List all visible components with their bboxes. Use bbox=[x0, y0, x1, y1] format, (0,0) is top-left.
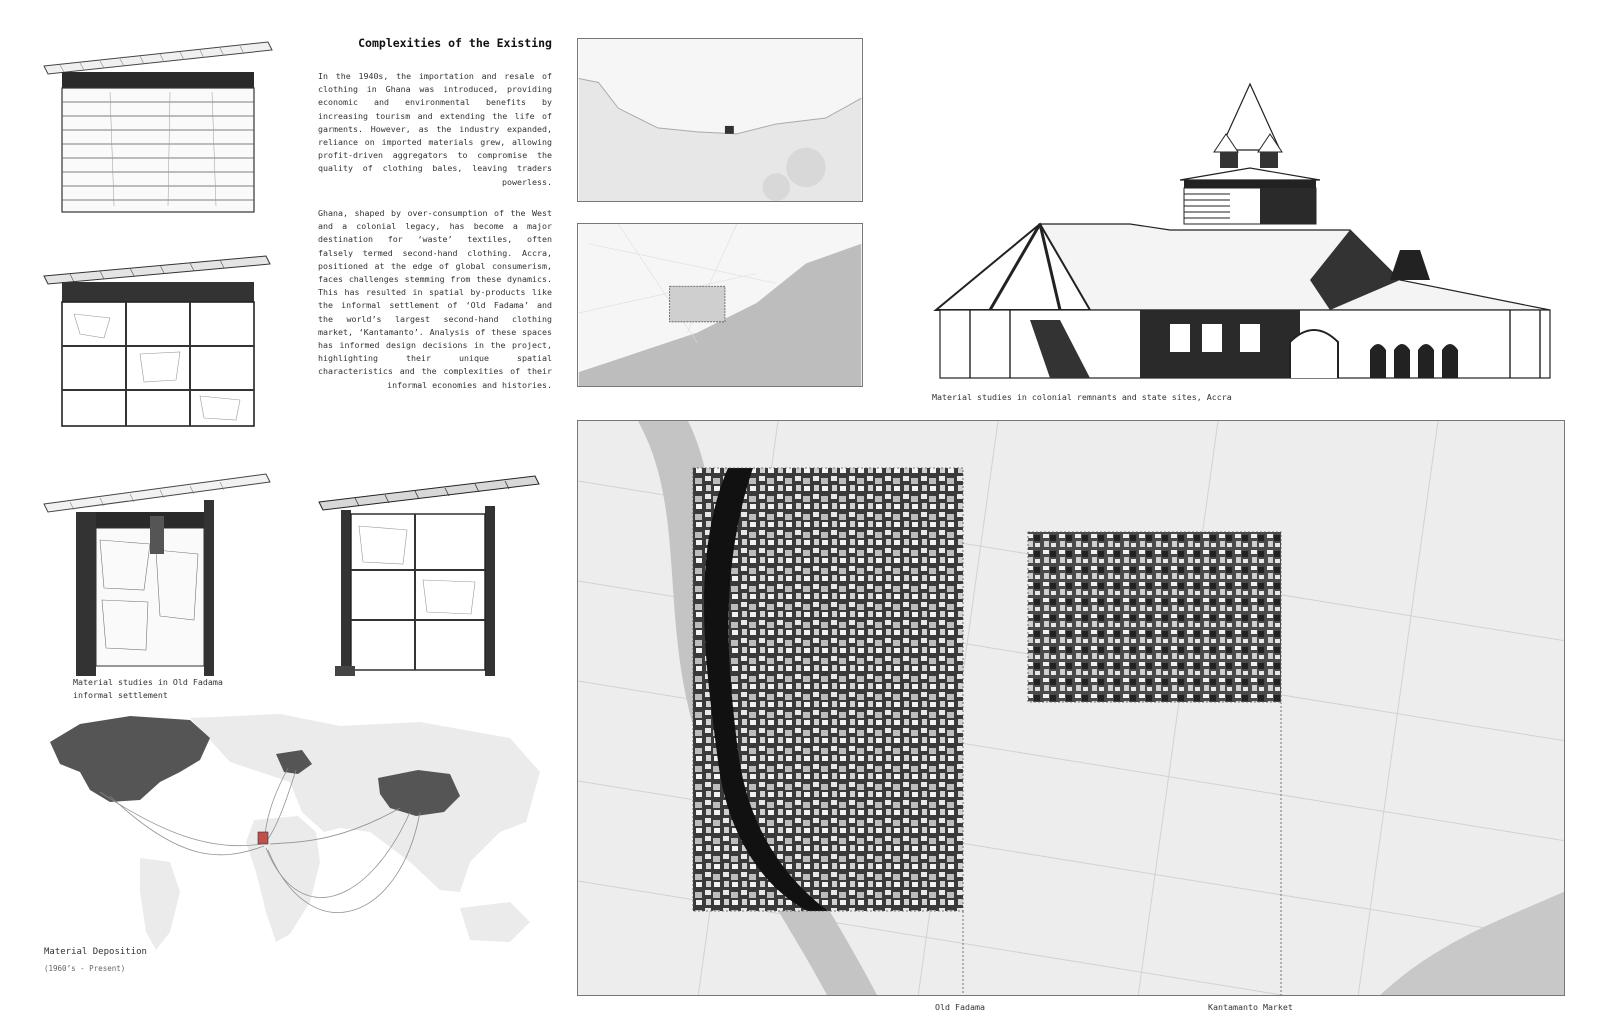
old-fadama-caption-line2: informal settlement bbox=[73, 690, 168, 700]
kantamanto-label: Kantamanto Market bbox=[1208, 1002, 1293, 1012]
ghana-marker bbox=[258, 832, 268, 844]
aerial-map-drawing bbox=[578, 421, 1565, 996]
shack-drawing-framed bbox=[40, 254, 276, 430]
shack-drawing-board-panels bbox=[40, 470, 276, 680]
page-title: Complexities of the Existing bbox=[358, 36, 552, 50]
colonial-building-elevation bbox=[930, 80, 1566, 386]
shack-drawing-timber-walls bbox=[40, 36, 276, 218]
deposition-period: (1960’s - Present) bbox=[44, 964, 126, 973]
intro-paragraph: In the 1940s, the importation and resale of clothing in Ghana was introduced, providing economic and environmental benefits by increasing tourism and extending the life of garments. However, as the industry expanded, reliance on imported materials grew, allowing profit-driven aggregators to compromise the quality of clothing bales, leaving traders powerless. bbox=[318, 71, 552, 187]
old-fadama-inset bbox=[693, 468, 963, 911]
shack-drawing-steel-frame bbox=[315, 470, 545, 680]
colonial-studies-caption: Material studies in colonial remnants and state sites, Accra bbox=[932, 392, 1232, 402]
world-map-material-flows bbox=[40, 712, 554, 962]
deposition-caption: Material Deposition bbox=[44, 947, 147, 957]
context-paragraph: Ghana, shaped by over-consumption of the West and a colonial legacy, has become a major destination for ‘waste’ textiles, often falsely termed second-hand clothing. Accra, positioned at the edge of global consumerism, faces challenges stemming from these dynamics. This has resulted in spatial by-products like the informal settlement of ‘Old Fadama’ and the world’s largest second-hand clothing market, ‘Kantamanto’. Analysis of these spaces has informed design decisions in the project, highlighting their unique spatial characteristics and the complexities of their informal economies and histories. bbox=[318, 208, 552, 390]
accra-aerial-map bbox=[577, 420, 1565, 996]
accra-region-map bbox=[577, 223, 863, 387]
old-fadama-label: Old Fadama bbox=[935, 1002, 985, 1012]
old-fadama-caption-line1: Material studies in Old Fadama bbox=[73, 677, 223, 687]
kantamanto-inset bbox=[1028, 532, 1281, 702]
west-africa-map bbox=[577, 38, 863, 202]
